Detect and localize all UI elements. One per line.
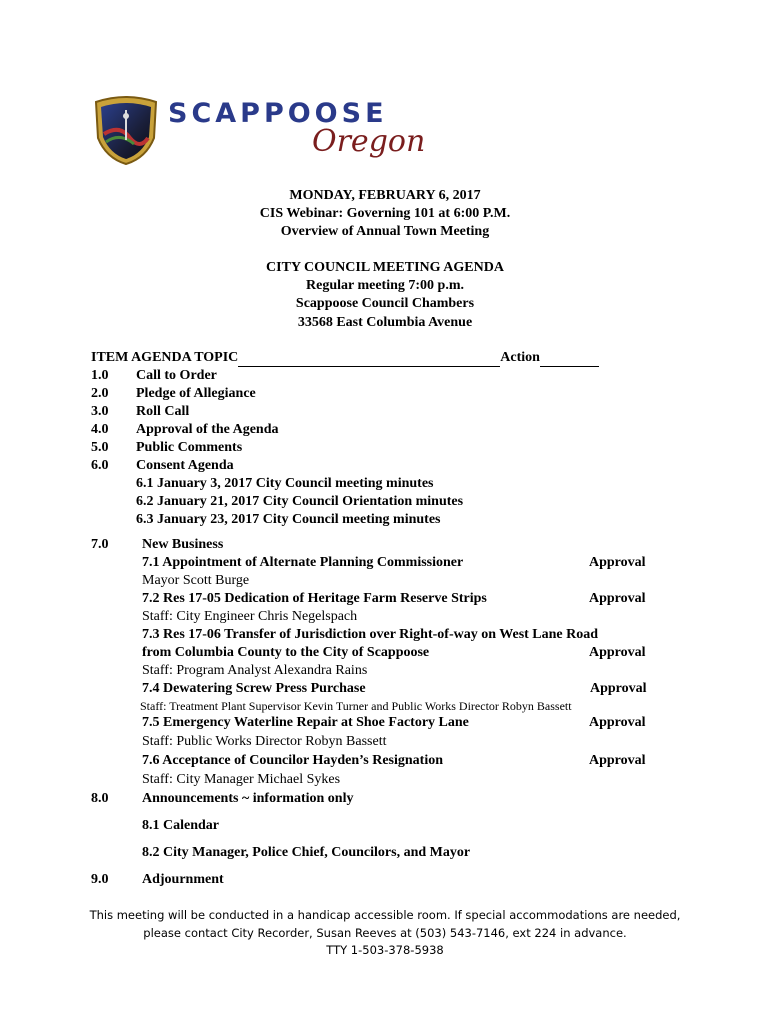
consent-item: 6.3 January 23, 2017 City Council meeting minutes (136, 512, 441, 527)
new-business-title: New Business (142, 537, 224, 552)
action-label: Approval (589, 753, 646, 768)
agenda-item-number: 7.0 (91, 537, 109, 552)
agenda-item-topic: Consent Agenda (136, 458, 234, 473)
header-rule (540, 350, 599, 367)
agenda-item: 5.0 (91, 440, 109, 455)
business-item-staff: Staff: City Engineer Chris Negelspach (142, 609, 358, 624)
webinar-line: CIS Webinar: Governing 101 at 6:00 P.M. (259, 206, 511, 221)
agenda-title: CITY COUNCIL MEETING AGENDA (266, 260, 504, 275)
agenda-item-topic: Pledge of Allegiance (136, 386, 256, 401)
action-label: Approval (589, 591, 646, 606)
city-logo (90, 94, 426, 166)
adjournment-title: Adjournment (142, 872, 224, 887)
consent-item: 6.2 January 21, 2017 City Council Orientation minutes (136, 494, 464, 509)
agenda-item: 3.0 (91, 404, 109, 419)
agenda-item: 2.0 (91, 386, 109, 401)
business-item-title: 7.4 Dewatering Screw Press Purchase (142, 681, 366, 696)
action-label: Approval (589, 715, 646, 730)
item-topic-header: ITEM AGENDA TOPIC (91, 350, 239, 365)
business-item-title: 7.2 Res 17-05 Dedication of Heritage Farm Reserve Strips (142, 591, 487, 606)
agenda-item-topic: Approval of the Agenda (136, 422, 279, 437)
accessibility-notice: This meeting will be conducted in a handicap accessible room. If special accommodations are needed, (89, 908, 681, 922)
consent-item: 6.1 January 3, 2017 City Council meeting minutes (136, 476, 434, 491)
agenda-item-topic: Roll Call (136, 404, 190, 419)
action-label: Approval (589, 645, 646, 660)
business-item-title: 7.1 Appointment of Alternate Planning Commissioner (142, 555, 464, 570)
agenda-item: 6.0 (91, 458, 109, 473)
contact-notice: please contact City Recorder, Susan Reeves at (503) 543-7146, ext 224 in advance. (143, 926, 627, 940)
meeting-address: 33568 East Columbia Avenue (297, 315, 473, 330)
business-item-title-cont: from Columbia County to the City of Scappoose (142, 645, 430, 660)
action-label: Approval (589, 555, 646, 570)
agenda-item: 1.0 (91, 368, 109, 383)
business-item-staff: Staff: Treatment Plant Supervisor Kevin Turner and Public Works Director Robyn Bassett (140, 699, 572, 713)
agenda-item-number: 9.0 (91, 872, 109, 887)
action-header: Action (500, 350, 540, 365)
tty-number: TTY 1-503-378-5938 (326, 943, 444, 957)
business-item-staff: Mayor Scott Burge (142, 573, 250, 588)
agenda-item-topic: Call to Order (136, 368, 217, 383)
agenda-item-topic: Public Comments (136, 440, 243, 455)
city-seal-icon (90, 94, 162, 166)
business-item-staff: Staff: Public Works Director Robyn Bassett (142, 734, 387, 749)
business-item-staff: Staff: Program Analyst Alexandra Rains (142, 663, 368, 678)
business-item-title: 7.6 Acceptance of Councilor Hayden’s Resignation (142, 753, 443, 768)
meeting-date: MONDAY, FEBRUARY 6, 2017 (289, 188, 481, 203)
announcements-title: Announcements ~ information only (142, 791, 354, 806)
announcement-subitem: 8.2 City Manager, Police Chief, Councilors, and Mayor (142, 845, 471, 860)
logo-script: Oregon (312, 124, 426, 159)
agenda-item-number: 8.0 (91, 791, 109, 806)
business-item-title: 7.3 Res 17-06 Transfer of Jurisdiction over Right-of-way on West Lane Road (142, 627, 599, 642)
meeting-location: Scappoose Council Chambers (295, 296, 475, 311)
header-rule (238, 350, 500, 367)
business-item-staff: Staff: City Manager Michael Sykes (142, 772, 341, 787)
regular-meeting-time: Regular meeting 7:00 p.m. (306, 278, 464, 293)
announcement-subitem: 8.1 Calendar (142, 818, 219, 833)
logo-wordmark: SCAPPOOSE (168, 98, 388, 129)
agenda-column-headers (91, 350, 599, 367)
business-item-title: 7.5 Emergency Waterline Repair at Shoe Factory Lane (142, 715, 469, 730)
overview-line: Overview of Annual Town Meeting (280, 224, 490, 239)
action-label: Approval (590, 681, 647, 696)
agenda-item: 4.0 (91, 422, 109, 437)
